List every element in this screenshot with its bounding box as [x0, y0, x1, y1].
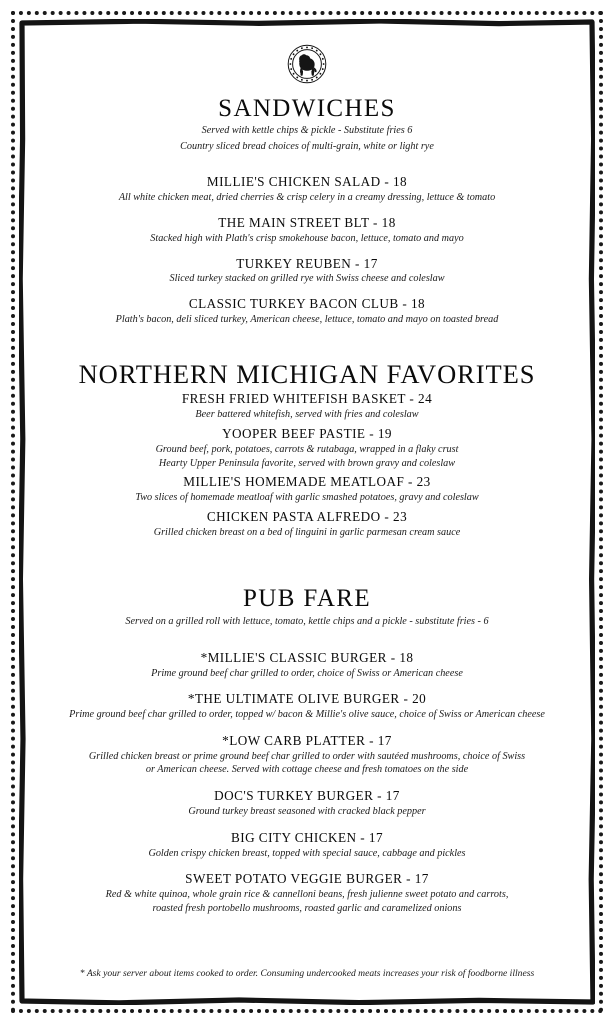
menu-item[interactable]	[30, 296, 584, 327]
menu-item-name: DOC'S TURKEY BURGER - 17	[214, 788, 400, 804]
menu-item[interactable]	[30, 871, 584, 915]
menu-item[interactable]	[30, 788, 584, 819]
menu-item[interactable]	[30, 215, 584, 246]
menu-item-name: *LOW CARB PLATTER - 17	[222, 732, 392, 748]
section-title-northern-michigan-favorites: NORTHERN MICHIGAN FAVORITES	[78, 358, 536, 389]
menu-item[interactable]	[30, 509, 584, 540]
menu-item-name: MILLIE'S HOMEMADE MEATLOAF - 23	[183, 474, 431, 490]
menu-item-description: Stacked high with Plath's crisp smokehouse bacon, lettuce, tomato and mayo	[150, 232, 464, 244]
menu-item-list-pub-fare	[30, 650, 584, 916]
menu-item[interactable]	[30, 391, 584, 422]
menu-item-name: TURKEY REUBEN - 17	[236, 255, 378, 271]
menu-item[interactable]	[30, 733, 584, 777]
menu-item-name: THE MAIN STREET BLT - 18	[218, 214, 396, 230]
menu-item-description: Ground turkey breast seasoned with cracked black pepper	[188, 805, 426, 817]
menu-item-description: Two slices of homemade meatloaf with garlic smashed potatoes, gravy and coleslaw	[135, 492, 479, 504]
menu-item-name: FRESH FRIED WHITEFISH BASKET - 24	[181, 391, 433, 407]
logo-container	[30, 44, 584, 84]
dog-medallion-icon	[287, 44, 327, 84]
section-northern-michigan-favorites	[30, 358, 584, 540]
menu-content	[30, 30, 584, 994]
section-note: Country sliced bread choices of multi-grain, white or light rye	[180, 141, 434, 153]
menu-item-name: *MILLIE'S CLASSIC BURGER - 18	[200, 649, 414, 665]
menu-item[interactable]	[30, 474, 584, 505]
menu-item-name: CHICKEN PASTA ALFREDO - 23	[206, 508, 408, 524]
menu-item[interactable]	[30, 256, 584, 287]
menu-item[interactable]	[30, 691, 584, 722]
menu-item-description: roasted fresh portobello mushrooms, roasted garlic and caramelized onions	[152, 902, 462, 914]
menu-item-list-northern-michigan-favorites	[30, 391, 584, 539]
section-title-sandwiches: SANDWICHES	[218, 95, 396, 122]
menu-item[interactable]	[30, 830, 584, 861]
menu-item-description: Prime ground beef char grilled to order, topped w/ bacon & Millie's olive sauce, choice of Swiss or American cheese	[69, 709, 545, 721]
menu-item[interactable]	[30, 650, 584, 681]
menu-item-description: Prime ground beef char grilled to order, choice of Swiss or American cheese	[151, 667, 463, 679]
section-pub-fare	[30, 586, 584, 915]
menu-item-description: Ground beef, pork, potatoes, carrots & rutabaga, wrapped in a flaky crust	[155, 443, 459, 455]
menu-item[interactable]	[30, 174, 584, 205]
section-note: Served with kettle chips & pickle - Substitute fries 6	[201, 125, 413, 137]
menu-item-name: CLASSIC TURKEY BACON CLUB - 18	[188, 296, 426, 312]
menu-item-name: BIG CITY CHICKEN - 17	[230, 829, 384, 845]
menu-item-description: Golden crispy chicken breast, topped with special sauce, cabbage and pickles	[148, 847, 466, 859]
menu-item-list-sandwiches	[30, 174, 584, 326]
footer	[30, 968, 584, 980]
menu-item-description: or American cheese. Served with cottage cheese and fresh tomatoes on the side	[145, 764, 469, 776]
section-note: Served on a grilled roll with lettuce, tomato, kettle chips and a pickle - substitute fries - 6	[125, 615, 489, 627]
menu-item-description: Grilled chicken breast on a bed of linguini in garlic parmesan cream sauce	[153, 526, 461, 538]
menu-item-name: *THE ULTIMATE OLIVE BURGER - 20	[187, 691, 427, 707]
menu-item-description: Grilled chicken breast or prime ground beef char grilled to order with sautéed mushrooms, choice of Swiss	[88, 750, 526, 762]
menu-item-description: Beer battered whitefish, served with fries and coleslaw	[195, 409, 419, 421]
menu-item-description: Sliced turkey stacked on grilled rye with Swiss cheese and coleslaw	[169, 273, 445, 285]
menu-item-description: All white chicken meat, dried cherries & crisp celery in a creamy dressing, lettuce & tomato	[118, 192, 496, 204]
menu-item-name: SWEET POTATO VEGGIE BURGER - 17	[185, 871, 429, 887]
menu-item-description: Plath's bacon, deli sliced turkey, American cheese, lettuce, tomato and mayo on toasted bread	[115, 313, 499, 325]
menu-item-name: YOOPER BEEF PASTIE - 19	[222, 426, 392, 442]
section-title-pub-fare: PUB FARE	[243, 585, 371, 613]
menu-item[interactable]	[30, 426, 584, 470]
footer-disclaimer: * Ask your server about items cooked to order. Consuming undercooked meats increases your risk of foodborne illness	[79, 967, 535, 979]
section-sandwiches	[30, 96, 584, 327]
menu-item-description: Hearty Upper Peninsula favorite, served with brown gravy and coleslaw	[158, 457, 456, 469]
menu-item-name: MILLIE'S CHICKEN SALAD - 18	[206, 174, 408, 190]
menu-item-description: Red & white quinoa, whole grain rice & cannelloni beans, fresh julienne sweet potato and carrots,	[105, 889, 509, 901]
